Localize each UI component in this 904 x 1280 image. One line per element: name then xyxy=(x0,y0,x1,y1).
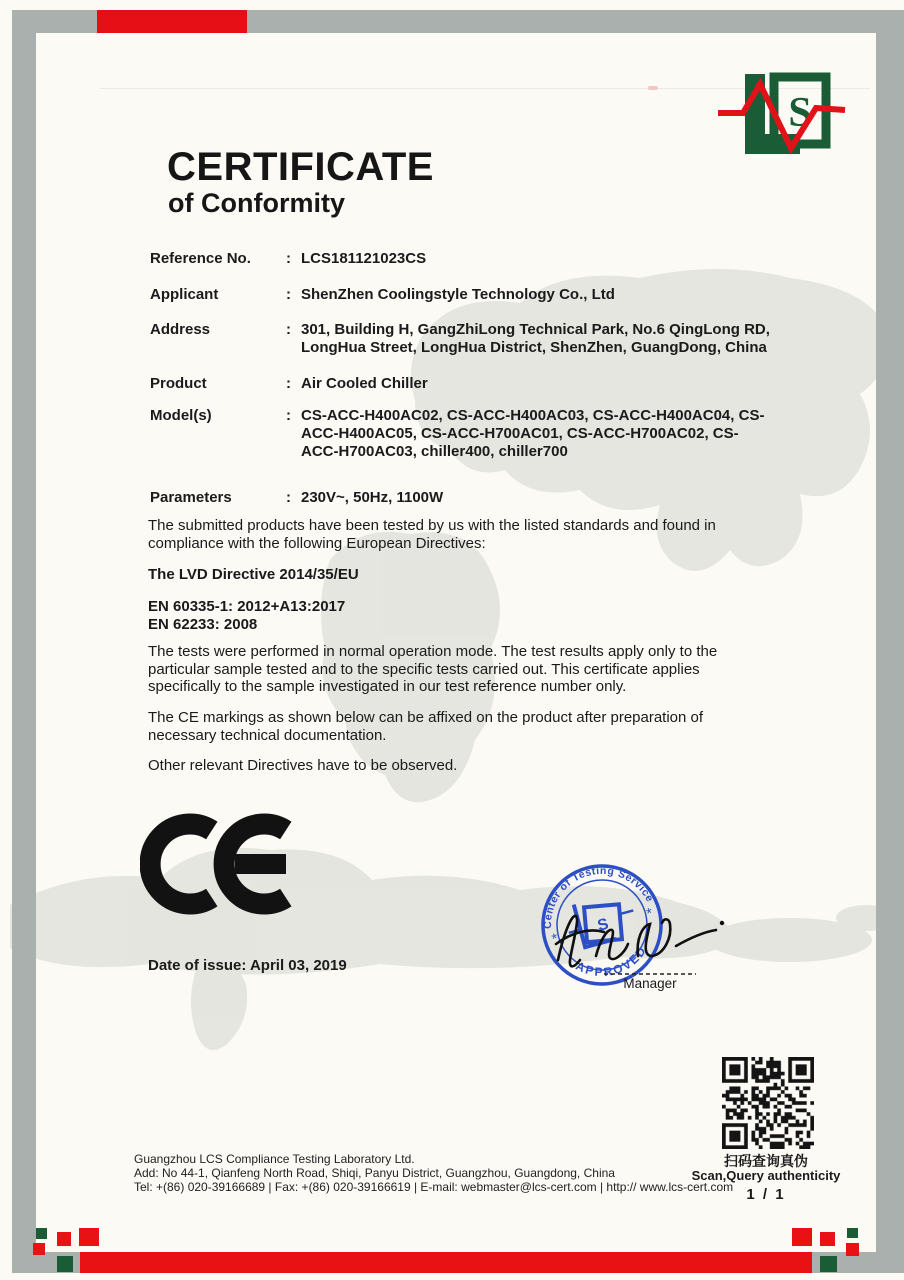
page-title: CERTIFICATE xyxy=(167,145,434,189)
decor-square xyxy=(792,1228,812,1246)
decor-square xyxy=(57,1232,71,1246)
field-label: Product xyxy=(150,375,207,392)
qr-code xyxy=(722,1057,814,1149)
scan-dot xyxy=(648,86,658,90)
paragraph-directive: The LVD Directive 2014/35/EU xyxy=(148,566,359,583)
footer-company: Guangzhou LCS Compliance Testing Laboratory Ltd. xyxy=(134,1152,415,1166)
paragraph-other: Other relevant Directives have to be observed. xyxy=(148,757,458,774)
decor-square xyxy=(33,1243,45,1255)
decor-square xyxy=(846,1243,859,1256)
approval-stamp xyxy=(500,828,740,1013)
qr-caption-en: Scan,Query authenticity xyxy=(691,1168,841,1183)
paragraph-ce-marking: The CE markings as shown below can be affixed on the product after preparation of necessary technical documentation. xyxy=(148,709,704,744)
frame-red-bottom xyxy=(80,1252,812,1273)
stamp-star-right: * xyxy=(644,904,655,923)
decor-square xyxy=(820,1232,835,1246)
stamp-signer-title: Manager xyxy=(623,976,677,991)
svg-text:Center of Testing Service xyxy=(529,852,656,932)
field-label: Address xyxy=(150,321,211,338)
standard-line-2: EN 62233: 2008 xyxy=(148,616,258,633)
footer-address: Add: No 44-1, Qianfeng North Road, Shiqi, Panyu District, Guangzhou, Guangdong, China xyxy=(134,1165,615,1180)
decor-square xyxy=(36,1228,47,1239)
stamp-center-letter: S xyxy=(595,915,611,935)
frame-red-segment xyxy=(97,10,247,33)
field-label: Reference No. xyxy=(150,250,251,267)
logo-letter: S xyxy=(788,90,812,136)
field-value: 301, Building H, GangZhiLong Technical Park, No.6 QingLong RD, LongHua Street, LongHua District, ShenZhen, GuangDong, China xyxy=(301,321,770,356)
decor-square xyxy=(79,1228,99,1246)
lcs-logo xyxy=(715,64,850,164)
page-number: 1 / 1 xyxy=(746,1186,786,1203)
field-value: 230V~, 50Hz, 1100W xyxy=(301,489,444,506)
standard-line-1: EN 60335-1: 2012+A13:2017 xyxy=(148,598,346,615)
frame-right xyxy=(876,10,904,1273)
decor-square xyxy=(847,1228,858,1238)
field-colon: : xyxy=(286,286,291,303)
date-of-issue: Date of issue: April 03, 2019 xyxy=(148,957,347,974)
paragraph-intro: The submitted products have been tested by us with the listed standards and found in compliance with the following European Directives: xyxy=(148,517,716,552)
field-value: ShenZhen Coolingstyle Technology Co., Ltd xyxy=(301,286,615,303)
field-value: CS-ACC-H400AC02, CS-ACC-H400AC03, CS-ACC-H400AC04, CS-ACC-H400AC05, CS-ACC-H700AC01, CS-ACC-H700AC02, CS-ACC-H700AC03, chiller400, chiller700 xyxy=(301,407,765,460)
decor-square xyxy=(820,1256,837,1272)
field-label: Model(s) xyxy=(150,407,212,424)
field-value: LCS181121023CS xyxy=(301,250,427,267)
field-label: Parameters xyxy=(150,489,232,506)
frame-left xyxy=(12,10,36,1273)
decor-square xyxy=(57,1256,73,1272)
stamp-arc-bottom-text: APPROVED xyxy=(573,942,650,980)
footer xyxy=(134,1153,733,1194)
field-colon: : xyxy=(286,321,291,338)
page-subtitle: of Conformity xyxy=(168,188,345,218)
field-colon: : xyxy=(286,250,291,267)
field-colon: : xyxy=(286,407,291,424)
field-label: Applicant xyxy=(150,286,219,303)
ce-mark xyxy=(140,808,310,920)
qr-caption-zh: 扫码查询真伪 xyxy=(724,1153,808,1169)
footer-contact: Tel: +(86) 020-39166689 | Fax: +(86) 020-39166619 | E-mail: webmaster@lcs-cert.com | http:// www.lcs-cert.com xyxy=(134,1179,734,1194)
field-colon: : xyxy=(286,375,291,392)
stamp-arc-top-text: Center of Testing Service xyxy=(541,864,656,929)
field-colon: : xyxy=(286,489,291,506)
field-value: Air Cooled Chiller xyxy=(301,375,428,392)
paragraph-tests: The tests were performed in normal operation mode. The test results apply only to the particular sample tested and to the specific tests carried out. This certificate applies specifically to the sample investigated in our test reference number only. xyxy=(148,643,718,695)
stamp-star-left: * xyxy=(549,930,561,949)
